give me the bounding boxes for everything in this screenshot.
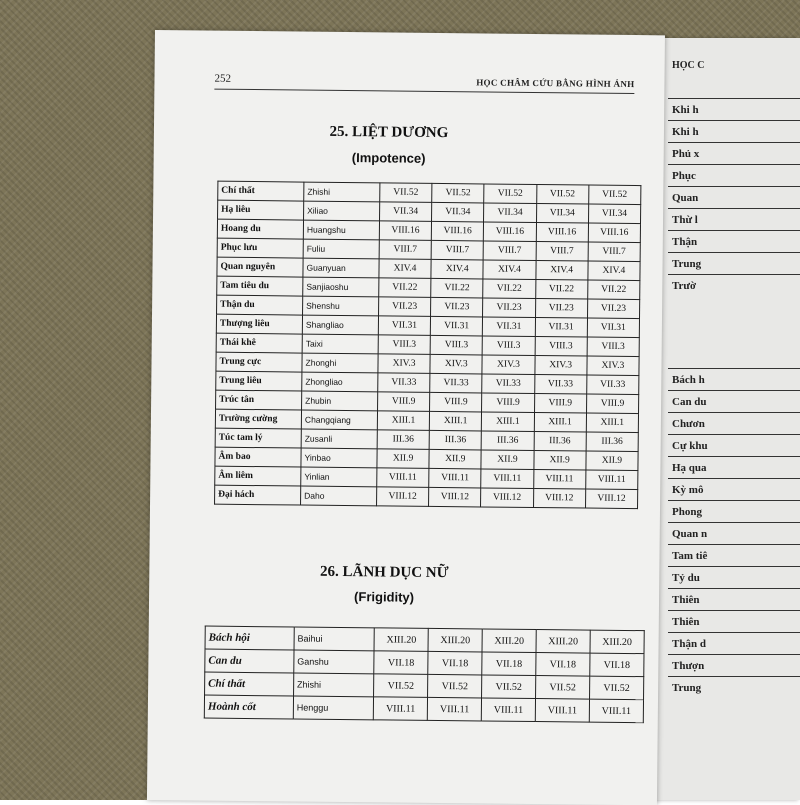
section-title-frigidity: 26. LÃNH DỤC NỮ [319, 563, 449, 582]
point-code-cell: XIII.1 [377, 411, 429, 431]
point-code-cell: VIII.11 [377, 468, 429, 488]
point-code-cell: VII.33 [378, 373, 430, 393]
point-code-cell: VII.33 [586, 375, 638, 395]
point-code-cell: XIV.3 [430, 354, 482, 374]
adjacent-page-item: Chươn [668, 412, 800, 435]
point-code-cell: VII.52 [588, 185, 640, 205]
point-code-cell: VII.52 [590, 676, 644, 700]
adjacent-page-item: Thận [668, 230, 800, 253]
point-code-cell: XIV.3 [587, 356, 639, 376]
point-code-cell: VII.22 [535, 279, 587, 299]
point-code-cell: VII.52 [428, 674, 482, 698]
point-name-pinyin: Zhonghi [302, 353, 378, 373]
point-code-cell: VIII.9 [534, 393, 586, 413]
adjacent-page-item: Thiên [668, 588, 800, 611]
adjacent-page-item: Can du [668, 390, 800, 413]
point-code-cell: VII.52 [374, 674, 428, 698]
point-code-cell: VIII.16 [431, 221, 483, 241]
point-code-cell: VII.34 [588, 204, 640, 224]
point-code-cell: VII.52 [536, 185, 588, 205]
point-name-vietnamese: Âm bao [215, 447, 301, 467]
point-name-vietnamese: Trung liêu [216, 371, 302, 391]
point-code-cell: VII.52 [536, 676, 590, 700]
point-code-cell: XII.9 [481, 450, 533, 470]
adjacent-page-item: Trung [668, 676, 800, 699]
point-code-cell: VIII.11 [428, 697, 482, 721]
point-code-cell: VIII.3 [535, 336, 587, 356]
point-code-cell: VIII.11 [481, 469, 533, 489]
point-name-pinyin: Yinlian [301, 467, 377, 487]
adjacent-page-item: Phong [668, 500, 800, 523]
point-code-cell: XIII.20 [536, 630, 590, 654]
point-code-cell: VII.34 [379, 202, 431, 222]
point-code-cell: III.36 [481, 431, 533, 451]
adjacent-page-item: Thiên [668, 610, 800, 633]
adjacent-page-item: Trườ [668, 274, 800, 297]
point-code-cell: III.36 [586, 432, 638, 452]
point-code-cell: VIII.7 [483, 241, 535, 261]
point-name-vietnamese: Chí thất [218, 181, 304, 201]
point-code-cell: VII.31 [483, 317, 535, 337]
point-name-vietnamese: Chí thất [205, 672, 294, 696]
point-code-cell: VII.22 [431, 278, 483, 298]
adjacent-page-item: Khi h [668, 98, 800, 121]
point-name-pinyin: Zhongliao [302, 372, 378, 392]
point-code-cell: VIII.12 [481, 488, 533, 508]
point-code-cell: III.36 [377, 430, 429, 450]
point-code-cell: XIII.1 [429, 411, 481, 431]
point-code-cell: VIII.12 [376, 487, 428, 507]
adjacent-page-item: Thận d [668, 632, 800, 655]
point-code-cell: VIII.16 [536, 223, 588, 243]
point-code-cell: XIV.4 [535, 260, 587, 280]
point-name-pinyin: Zhubin [302, 391, 378, 411]
point-code-cell: XIV.4 [379, 259, 431, 279]
point-code-cell: XII.9 [377, 449, 429, 469]
point-name-pinyin: Baihui [294, 627, 375, 651]
point-code-cell: VIII.9 [377, 392, 429, 412]
point-code-cell: VIII.16 [588, 223, 640, 243]
point-code-cell: VII.22 [483, 279, 535, 299]
point-name-pinyin: Xiliao [304, 201, 380, 221]
point-name-vietnamese: Trung cực [216, 352, 302, 372]
point-code-cell: VII.31 [587, 318, 639, 338]
point-name-vietnamese: Quan nguyên [217, 257, 303, 277]
point-code-cell: VII.18 [428, 651, 482, 675]
point-code-cell: VIII.7 [431, 240, 483, 260]
page-number: 252 [214, 72, 232, 85]
point-name-vietnamese: Hoang du [217, 219, 303, 239]
point-code-cell: VII.52 [380, 183, 432, 203]
adjacent-page-item: Khi h [668, 120, 800, 143]
point-name-pinyin: Daho [301, 486, 377, 506]
adjacent-page-item: Quan n [668, 522, 800, 545]
point-code-cell: VII.23 [378, 297, 430, 317]
point-code-cell: XII.9 [429, 449, 481, 469]
adjacent-page-item: Cự khu [668, 434, 800, 457]
point-code-cell: XIII.20 [374, 628, 428, 652]
adjacent-page-item: Phục [668, 164, 800, 187]
point-code-cell: III.36 [429, 430, 481, 450]
point-code-cell: VII.23 [587, 299, 639, 319]
point-code-cell: VII.52 [482, 675, 536, 699]
point-code-cell: VIII.7 [536, 241, 588, 261]
point-code-cell: VIII.11 [374, 697, 428, 721]
section-title-impotence: 25. LIỆT DƯƠNG [329, 123, 449, 142]
point-name-vietnamese: Bách hội [205, 626, 294, 650]
point-code-cell: VII.34 [484, 203, 536, 223]
point-code-cell: XIII.20 [590, 630, 644, 654]
point-code-cell: VIII.9 [586, 394, 638, 414]
point-code-cell: VIII.12 [533, 488, 585, 508]
adjacent-page-item: Thừ l [668, 208, 800, 231]
point-name-pinyin: Taixi [302, 334, 378, 354]
point-code-cell: VII.52 [432, 183, 484, 203]
point-name-pinyin: Fuliu [303, 239, 379, 259]
point-name-pinyin: Shangliao [302, 315, 378, 335]
point-code-cell: VIII.16 [379, 221, 431, 241]
point-code-cell: VII.22 [587, 280, 639, 300]
point-name-pinyin: Changqiang [301, 410, 377, 430]
point-name-pinyin: Huangshu [303, 220, 379, 240]
point-name-vietnamese: Hoành cốt [204, 695, 293, 719]
point-name-vietnamese: Phục lưu [217, 238, 303, 258]
point-name-vietnamese: Âm liêm [215, 466, 301, 486]
running-title: HỌC CHÂM CỨU BẰNG HÌNH ẢNH [476, 77, 635, 90]
point-code-cell: XIII.1 [482, 412, 534, 432]
point-code-cell: VII.18 [590, 653, 644, 677]
point-name-vietnamese: Can du [205, 649, 294, 673]
point-code-cell: VII.33 [482, 374, 534, 394]
adjacent-page-item: Trung [668, 252, 800, 275]
point-code-cell: VII.23 [483, 298, 535, 318]
adjacent-page-item: Quan [668, 186, 800, 209]
point-code-cell: VII.18 [536, 653, 590, 677]
point-code-cell: VII.31 [430, 316, 482, 336]
point-code-cell: VIII.7 [379, 240, 431, 260]
point-code-cell: XIV.4 [431, 259, 483, 279]
point-code-cell: VII.31 [378, 316, 430, 336]
point-code-cell: VII.23 [431, 297, 483, 317]
point-name-vietnamese: Thượng liêu [216, 314, 302, 334]
point-code-cell: VII.22 [379, 278, 431, 298]
adjacent-page-header: HỌC C [672, 60, 705, 71]
point-code-cell: XIII.1 [534, 412, 586, 432]
point-name-vietnamese: Trường cường [215, 409, 301, 429]
adjacent-page-item: Thượn [668, 654, 800, 677]
adjacent-page-item: Hạ qua [668, 456, 800, 479]
point-code-cell: VII.33 [430, 373, 482, 393]
point-code-cell: VIII.16 [484, 222, 536, 242]
point-code-cell: VIII.12 [585, 489, 637, 509]
adjacent-page-item: Tỷ du [668, 566, 800, 589]
point-name-vietnamese: Trúc tân [216, 390, 302, 410]
point-code-cell: VIII.11 [589, 699, 643, 723]
point-code-cell: XII.9 [586, 451, 638, 471]
point-code-cell: XII.9 [533, 450, 585, 470]
point-code-cell: XIV.4 [483, 260, 535, 280]
point-code-cell: XIII.20 [428, 628, 482, 652]
point-code-cell: VIII.11 [429, 468, 481, 488]
point-name-pinyin: Sanjiaoshu [303, 277, 379, 297]
point-name-vietnamese: Thái khê [216, 333, 302, 353]
acupoint-table-impotence [214, 181, 641, 509]
point-code-cell: VIII.9 [430, 392, 482, 412]
point-code-cell: VII.18 [482, 652, 536, 676]
point-name-pinyin: Shenshu [303, 296, 379, 316]
point-name-vietnamese: Túc tam lý [215, 428, 301, 448]
page-header [214, 71, 634, 94]
point-code-cell: VII.34 [432, 202, 484, 222]
point-code-cell: XIV.3 [534, 355, 586, 375]
point-name-vietnamese: Thận du [217, 295, 303, 315]
point-code-cell: XIV.3 [378, 354, 430, 374]
section-subtitle-impotence: (Impotence) [351, 150, 426, 166]
adjacent-page-item: Kỳ mô [668, 478, 800, 501]
adjacent-page [648, 38, 800, 800]
point-name-pinyin: Zhishi [293, 673, 374, 697]
point-name-pinyin: Yinbao [301, 448, 377, 468]
point-code-cell: VIII.11 [535, 699, 589, 723]
point-code-cell: VII.23 [535, 298, 587, 318]
point-name-vietnamese: Đại hách [215, 485, 301, 505]
point-code-cell: VIII.3 [378, 335, 430, 355]
adjacent-page-item: Tam tiê [668, 544, 800, 567]
adjacent-page-item: Phủ x [668, 142, 800, 165]
point-code-cell: XIV.3 [482, 355, 534, 375]
section-subtitle-frigidity: (Frigidity) [354, 589, 415, 605]
point-code-cell: VIII.3 [587, 337, 639, 357]
point-code-cell: VIII.3 [482, 336, 534, 356]
point-code-cell: VII.31 [535, 317, 587, 337]
point-name-pinyin: Guanyuan [303, 258, 379, 278]
point-code-cell: VII.34 [536, 204, 588, 224]
table-row [204, 695, 643, 723]
point-code-cell: III.36 [534, 431, 586, 451]
point-name-vietnamese: Hạ liêu [218, 200, 304, 220]
point-code-cell: VIII.7 [588, 242, 640, 262]
adjacent-page-item: Bách h [668, 368, 800, 391]
point-name-pinyin: Henggu [293, 696, 374, 720]
point-code-cell: VIII.11 [533, 469, 585, 489]
table-row [215, 485, 638, 508]
point-code-cell: VIII.9 [482, 393, 534, 413]
point-code-cell: XIII.1 [586, 413, 638, 433]
point-code-cell: VIII.12 [429, 487, 481, 507]
point-name-pinyin: Ganshu [294, 650, 375, 674]
book-page [147, 30, 665, 805]
point-code-cell: VIII.11 [585, 470, 637, 490]
point-name-vietnamese: Tam tiêu du [217, 276, 303, 296]
point-name-pinyin: Zhishi [304, 182, 380, 202]
point-code-cell: XIV.4 [588, 261, 640, 281]
point-name-pinyin: Zusanli [301, 429, 377, 449]
point-code-cell: VIII.11 [481, 698, 535, 722]
point-code-cell: VII.52 [484, 184, 536, 204]
point-code-cell: VII.33 [534, 374, 586, 394]
point-code-cell: VII.18 [374, 651, 428, 675]
point-code-cell: XIII.20 [482, 629, 536, 653]
acupoint-table-frigidity [204, 626, 645, 724]
point-code-cell: VIII.3 [430, 335, 482, 355]
